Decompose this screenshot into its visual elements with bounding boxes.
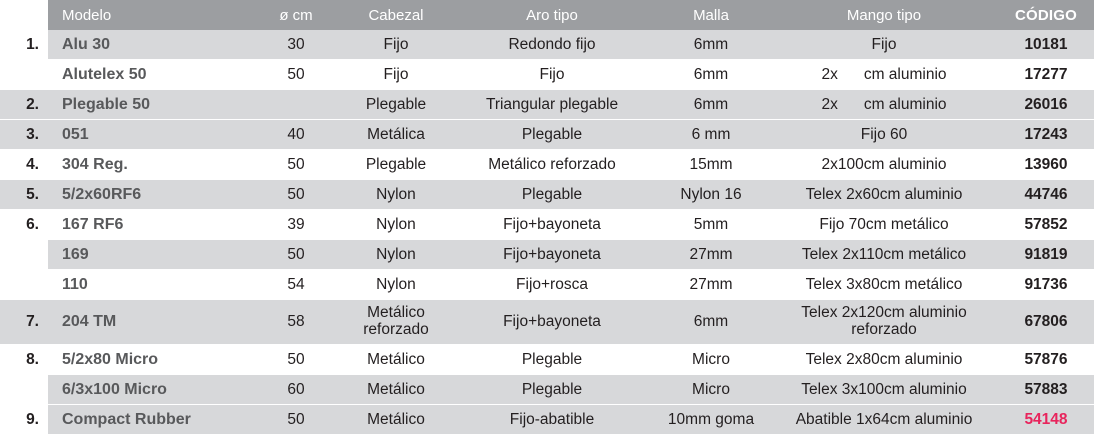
row-diameter: 50 bbox=[252, 150, 340, 180]
table-row bbox=[0, 60, 1094, 90]
row-code: 57883 bbox=[998, 375, 1094, 405]
row-number bbox=[0, 375, 48, 405]
column-header-number bbox=[0, 0, 48, 30]
row-model: 167 RF6 bbox=[48, 210, 252, 240]
table-header-row bbox=[0, 0, 1094, 30]
row-mesh: 6mm bbox=[652, 30, 770, 60]
row-code: 26016 bbox=[998, 90, 1094, 120]
row-ring: Plegable bbox=[452, 345, 652, 375]
row-model: 169 bbox=[48, 240, 252, 270]
row-number: 6. bbox=[0, 210, 48, 240]
row-mesh: 6mm bbox=[652, 60, 770, 90]
row-head: Fijo bbox=[340, 30, 452, 60]
table-row bbox=[0, 405, 1094, 435]
row-number: 9. bbox=[0, 405, 48, 435]
table-row bbox=[0, 180, 1094, 210]
row-ring: Fijo-abatible bbox=[452, 405, 652, 435]
row-mesh: Nylon 16 bbox=[652, 180, 770, 210]
row-diameter: 50 bbox=[252, 180, 340, 210]
row-head: Nylon bbox=[340, 210, 452, 240]
row-code: 44746 bbox=[998, 180, 1094, 210]
row-mesh: 5mm bbox=[652, 210, 770, 240]
row-model: Plegable 50 bbox=[48, 90, 252, 120]
row-model: 051 bbox=[48, 120, 252, 150]
row-mesh: 10mm goma bbox=[652, 405, 770, 435]
row-number: 3. bbox=[0, 120, 48, 150]
row-diameter: 50 bbox=[252, 405, 340, 435]
row-mesh: 27mm bbox=[652, 270, 770, 300]
table-row bbox=[0, 345, 1094, 375]
row-handle: Telex 2x60cm aluminio bbox=[770, 180, 998, 210]
row-head: Metálico reforzado bbox=[340, 300, 452, 345]
row-head: Metálica bbox=[340, 120, 452, 150]
row-head: Plegable bbox=[340, 150, 452, 180]
row-ring: Redondo fijo bbox=[452, 30, 652, 60]
row-diameter: 60 bbox=[252, 375, 340, 405]
table-row bbox=[0, 210, 1094, 240]
row-ring: Plegable bbox=[452, 180, 652, 210]
row-diameter: 30 bbox=[252, 30, 340, 60]
row-diameter: 58 bbox=[252, 300, 340, 345]
row-handle: Abatible 1x64cm aluminio bbox=[770, 405, 998, 435]
row-number: 1. bbox=[0, 30, 48, 60]
row-handle: Fijo 60 bbox=[770, 120, 998, 150]
row-number bbox=[0, 240, 48, 270]
row-ring: Triangular plegable bbox=[452, 90, 652, 120]
column-header-diameter: ø cm bbox=[252, 0, 340, 30]
row-number bbox=[0, 270, 48, 300]
row-ring: Fijo+bayoneta bbox=[452, 300, 652, 345]
column-header-mesh: Malla bbox=[652, 0, 770, 30]
row-number: 8. bbox=[0, 345, 48, 375]
column-header-ring: Aro tipo bbox=[452, 0, 652, 30]
row-head: Fijo bbox=[340, 60, 452, 90]
row-diameter: 50 bbox=[252, 60, 340, 90]
column-header-code: CÓDIGO bbox=[998, 0, 1094, 30]
row-handle: Telex 2x110cm metálico bbox=[770, 240, 998, 270]
column-header-model: Modelo bbox=[48, 0, 252, 30]
row-number: 5. bbox=[0, 180, 48, 210]
row-model: 5/2x60RF6 bbox=[48, 180, 252, 210]
row-code: 13960 bbox=[998, 150, 1094, 180]
row-diameter: 54 bbox=[252, 270, 340, 300]
row-code: 17277 bbox=[998, 60, 1094, 90]
row-code: 10181 bbox=[998, 30, 1094, 60]
row-ring: Fijo+bayoneta bbox=[452, 210, 652, 240]
row-ring: Plegable bbox=[452, 120, 652, 150]
row-handle: 2x cm aluminio bbox=[770, 90, 998, 120]
column-header-handle: Mango tipo bbox=[770, 0, 998, 30]
row-head: Metálico bbox=[340, 345, 452, 375]
row-model: Compact Rubber bbox=[48, 405, 252, 435]
row-model: 110 bbox=[48, 270, 252, 300]
row-ring: Fijo bbox=[452, 60, 652, 90]
table-row bbox=[0, 375, 1094, 405]
row-model: Alu 30 bbox=[48, 30, 252, 60]
row-ring: Metálico reforzado bbox=[452, 150, 652, 180]
row-model: 204 TM bbox=[48, 300, 252, 345]
row-head: Metálico bbox=[340, 375, 452, 405]
row-model: 6/3x100 Micro bbox=[48, 375, 252, 405]
row-head: Nylon bbox=[340, 180, 452, 210]
table-row bbox=[0, 150, 1094, 180]
row-handle: Telex 2x120cm aluminio reforzado bbox=[770, 300, 998, 345]
row-mesh: 6mm bbox=[652, 90, 770, 120]
row-diameter: 39 bbox=[252, 210, 340, 240]
row-handle: Fijo bbox=[770, 30, 998, 60]
row-diameter: 50 bbox=[252, 345, 340, 375]
row-mesh: 6mm bbox=[652, 300, 770, 345]
row-code: 17243 bbox=[998, 120, 1094, 150]
row-handle: Telex 3x100cm aluminio bbox=[770, 375, 998, 405]
row-number: 4. bbox=[0, 150, 48, 180]
row-handle: Telex 3x80cm metálico bbox=[770, 270, 998, 300]
row-code: 91819 bbox=[998, 240, 1094, 270]
table-row bbox=[0, 90, 1094, 120]
row-mesh: 27mm bbox=[652, 240, 770, 270]
row-code: 67806 bbox=[998, 300, 1094, 345]
table-row bbox=[0, 270, 1094, 300]
table-row bbox=[0, 120, 1094, 150]
row-number: 2. bbox=[0, 90, 48, 120]
table-row bbox=[0, 30, 1094, 60]
row-head: Nylon bbox=[340, 270, 452, 300]
row-code: 91736 bbox=[998, 270, 1094, 300]
row-diameter: 50 bbox=[252, 240, 340, 270]
row-ring: Fijo+bayoneta bbox=[452, 240, 652, 270]
table-header bbox=[0, 0, 1094, 30]
table-row bbox=[0, 300, 1094, 345]
row-mesh: Micro bbox=[652, 375, 770, 405]
row-code: 54148 bbox=[998, 405, 1094, 435]
row-head: Metálico bbox=[340, 405, 452, 435]
table-body bbox=[0, 30, 1094, 435]
row-diameter bbox=[252, 90, 340, 120]
row-mesh: 6 mm bbox=[652, 120, 770, 150]
row-diameter: 40 bbox=[252, 120, 340, 150]
row-mesh: Micro bbox=[652, 345, 770, 375]
row-number: 7. bbox=[0, 300, 48, 345]
row-model: Alutelex 50 bbox=[48, 60, 252, 90]
row-handle: Fijo 70cm metálico bbox=[770, 210, 998, 240]
row-code: 57852 bbox=[998, 210, 1094, 240]
column-header-head: Cabezal bbox=[340, 0, 452, 30]
row-model: 5/2x80 Micro bbox=[48, 345, 252, 375]
row-ring: Plegable bbox=[452, 375, 652, 405]
row-model: 304 Reg. bbox=[48, 150, 252, 180]
row-head: Nylon bbox=[340, 240, 452, 270]
row-number bbox=[0, 60, 48, 90]
row-mesh: 15mm bbox=[652, 150, 770, 180]
row-ring: Fijo+rosca bbox=[452, 270, 652, 300]
table-row bbox=[0, 240, 1094, 270]
row-code: 57876 bbox=[998, 345, 1094, 375]
row-handle: 2x100cm aluminio bbox=[770, 150, 998, 180]
row-handle: 2x cm aluminio bbox=[770, 60, 998, 90]
row-handle: Telex 2x80cm aluminio bbox=[770, 345, 998, 375]
row-head: Plegable bbox=[340, 90, 452, 120]
